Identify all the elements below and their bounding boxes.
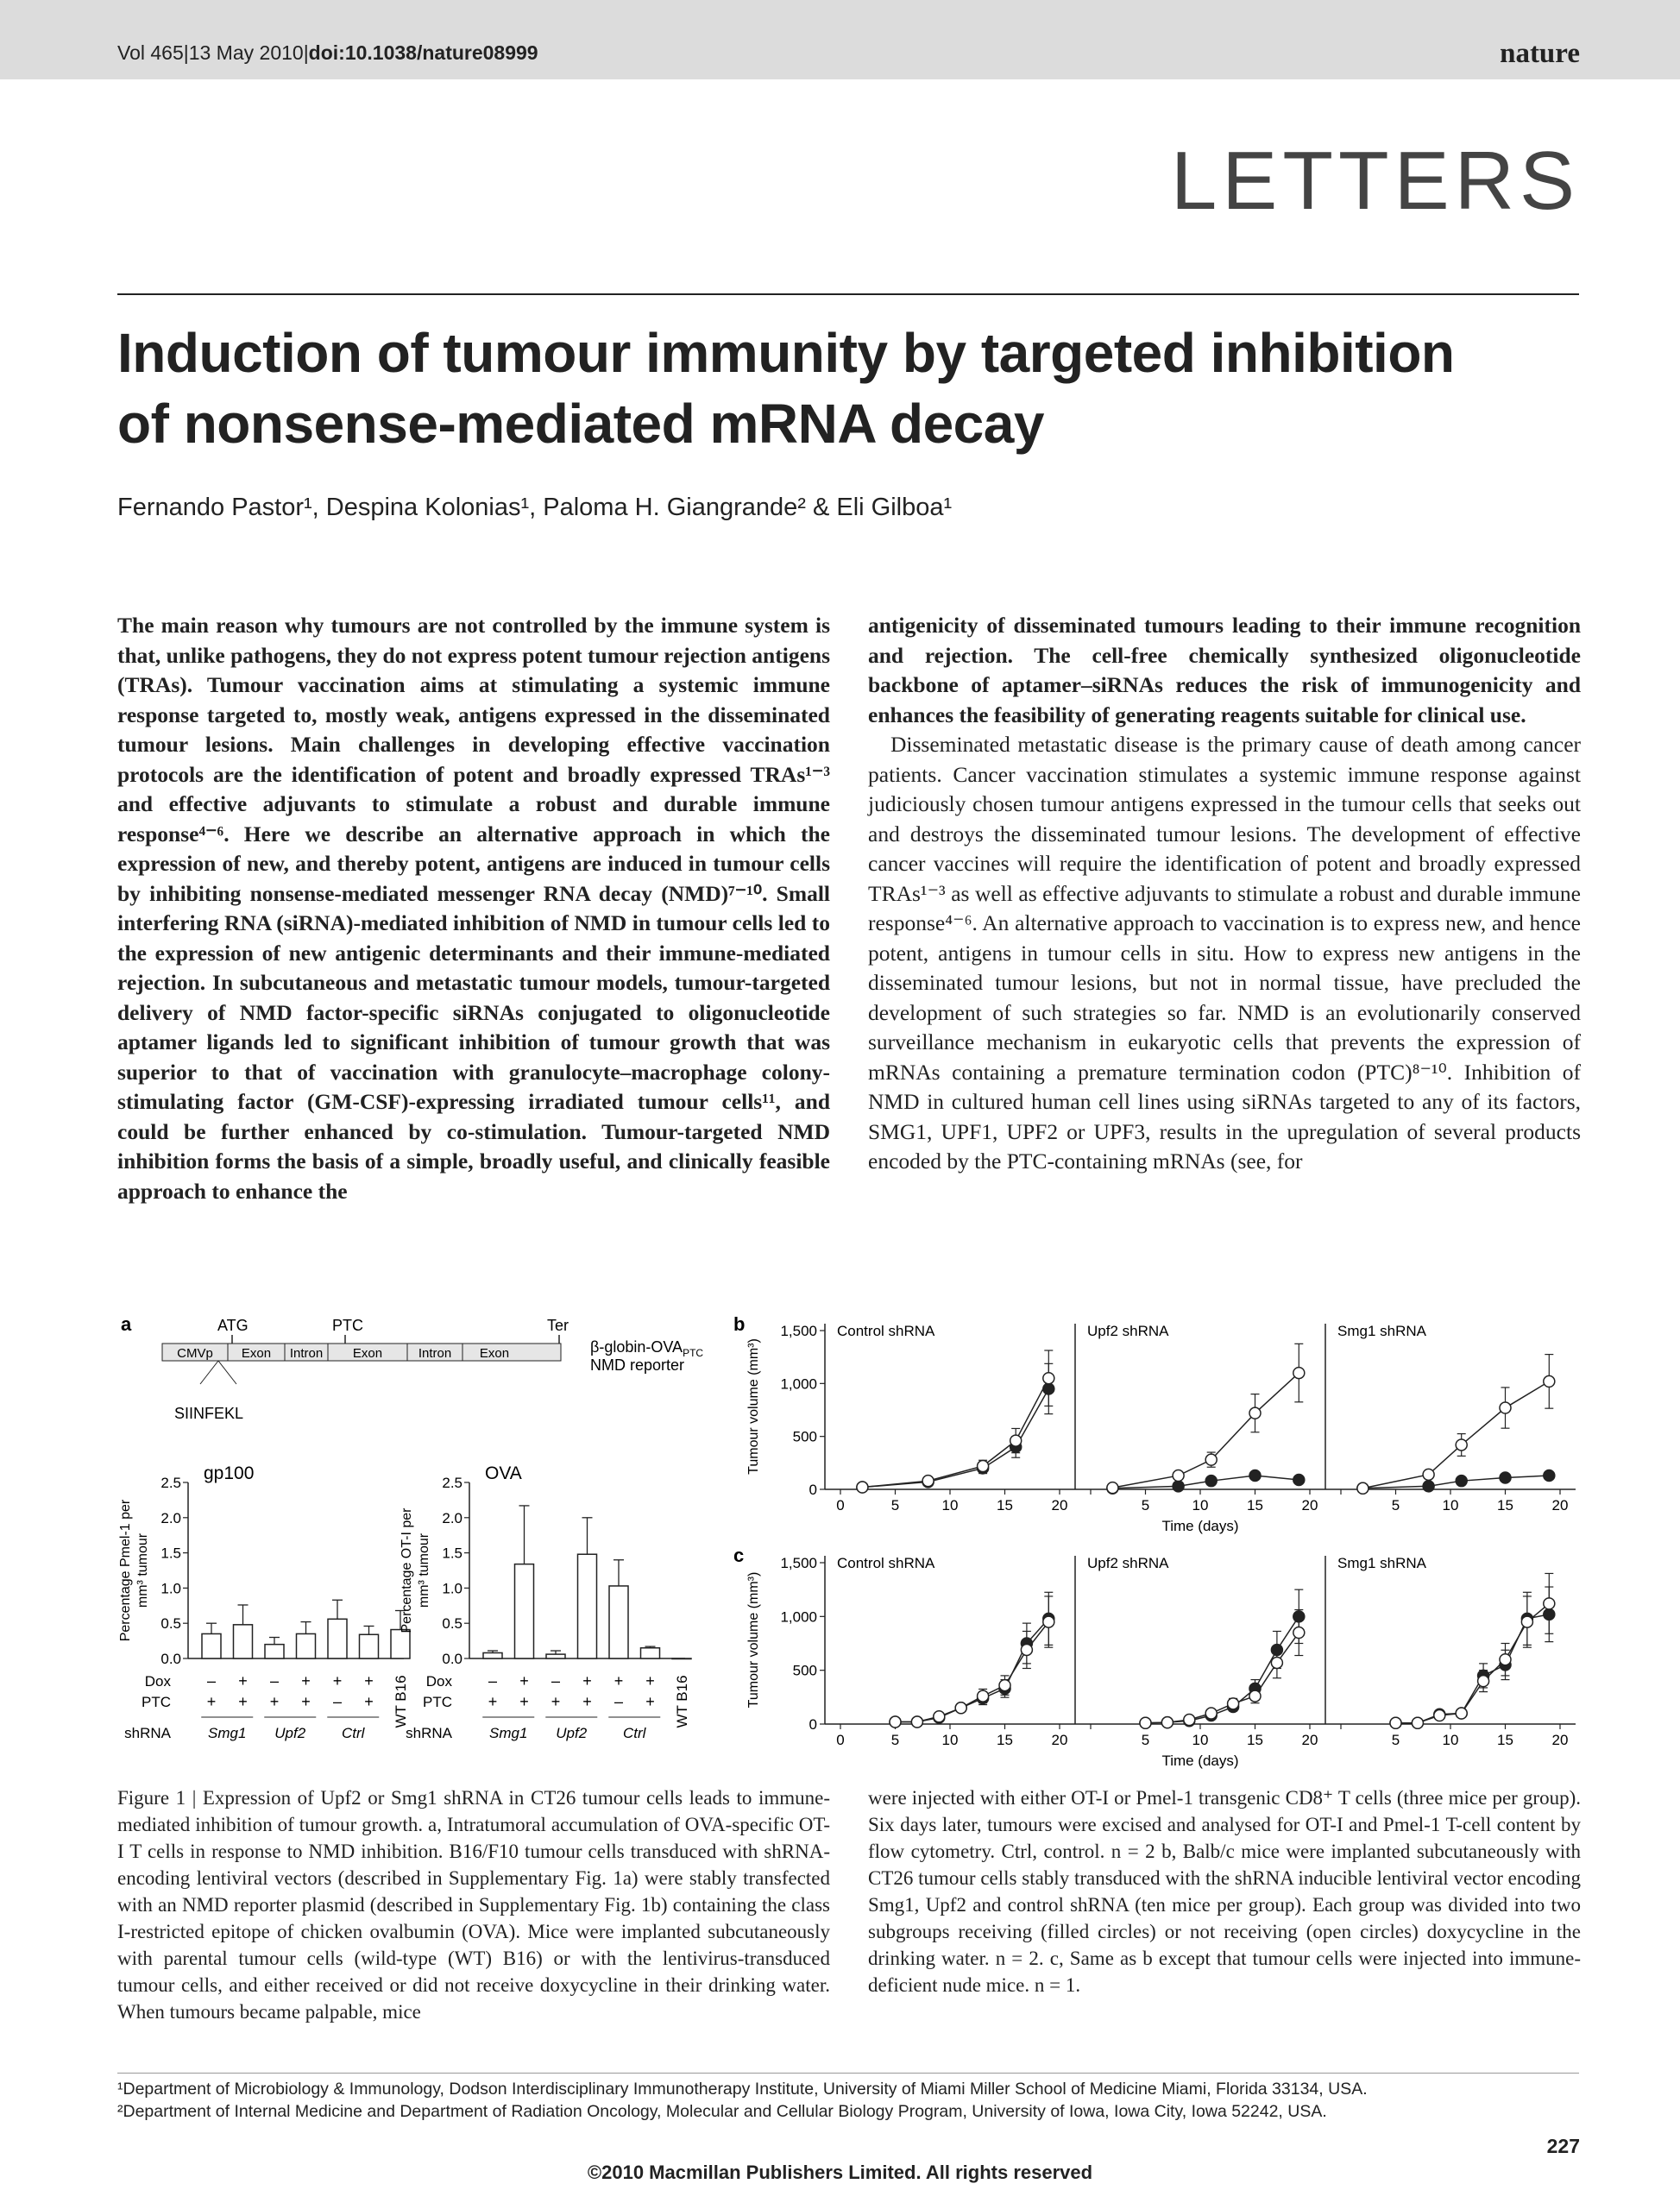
ptc-value: – xyxy=(613,1693,624,1710)
x-tick-label: 10 xyxy=(1442,1497,1459,1514)
y-tick-label: 0 xyxy=(809,1716,817,1733)
x-tick-label: 15 xyxy=(1497,1732,1513,1748)
x-tick-label: 10 xyxy=(941,1732,959,1748)
epitope-label: SIINFEKL xyxy=(173,1405,244,1422)
figure-caption-left: Figure 1 | Expression of Upf2 or Smg1 shRNA in CT26 tumour cells leads to immune-mediated inhibition of tumour growth. a, Intratumoral accumulation of OVA-specific OT-I T cells in response to NMD inhibition. B16/F10 tumour cells transduced with shRNA-encoding lentiviral vectors (described in Supplementary Fig. 1a) were stably transfected with an NMD reporter plasmid (described in Supplementary Fig. 1b) containing the class I-restricted epitope of chicken ovalbumin (OVA). Mice were implanted subcutaneously with parental tumour cells (wild-type (WT) B16) or with the lentivirus-transduced tumour cells, and either received or did not receive doxycycline in their drinking water. When tumours became palpable, mice xyxy=(117,1787,830,2023)
series-line-filled xyxy=(1146,1616,1299,1722)
x-tick-label: 15 xyxy=(997,1732,1013,1748)
nmd-reporter-construct xyxy=(162,1317,703,1422)
data-point-open xyxy=(1500,1654,1511,1665)
construct-segment: Exon xyxy=(241,1346,272,1361)
data-point-open xyxy=(911,1716,922,1728)
panel-title: Upf2 shRNA xyxy=(1087,1323,1169,1339)
dox-value: + xyxy=(613,1672,624,1690)
chart-title: OVA xyxy=(485,1463,522,1483)
bar xyxy=(360,1634,379,1658)
x-tick-label: 5 xyxy=(1391,1497,1400,1514)
body-paragraph: Disseminated metastatic disease is the primary cause of death among cancer patients. Cancer vaccination stimulates a systemic immune response against judiciously chosen tumour antigens expressed in the tumour cells that seeks out and destroys the disseminated tumour lesions. The development of effective cancer vaccines will require the identification of potent and broadly expressed TRAs¹⁻³ as well as effective adjuvants to stimulate a robust and durable immune response⁴⁻⁶. An alternative approach to vaccination is to express new, and hence potent, antigens in tumour cells in situ. How to express new antigens in the disseminated tumour lesions, but not in normal tissue, have precluded the development of such strategies so far. NMD is an evolutionarily conserved surveillance mechanism in eukaryotic cells that prevents the expression of mRNAs containing a premature termination codon (PTC)⁸⁻¹⁰. Inhibition of NMD in cultured human cell lines using siRNAs targeted to any of its factors, SMG1, UPF1, UPF2 or UPF3, results in the upregulation of several products encoded by the PTC-containing mRNAs (see, for xyxy=(868,732,1581,1174)
series-line-open xyxy=(896,1622,1049,1722)
group-label: Smg1 xyxy=(489,1725,528,1741)
series-line-open xyxy=(1362,1381,1549,1488)
dox-value: + xyxy=(301,1672,311,1690)
wt-b16-label: WT B16 xyxy=(393,1675,409,1728)
x-tick-label: 20 xyxy=(1051,1732,1068,1748)
data-point-open xyxy=(1390,1717,1401,1728)
dox-value: – xyxy=(269,1672,280,1690)
volume-issue: Vol 465|13 May 2010|doi:10.1038/nature08999 xyxy=(117,41,538,64)
y-tick-label: 1,000 xyxy=(780,1375,817,1393)
y-tick-label: 1.0 xyxy=(442,1580,462,1597)
data-point-open xyxy=(1249,1690,1261,1702)
data-point-open xyxy=(1021,1644,1032,1655)
growth-chart-c xyxy=(746,1555,1576,1769)
bar xyxy=(483,1652,502,1658)
data-point-open xyxy=(1249,1407,1261,1419)
panel-title: Upf2 shRNA xyxy=(1087,1555,1169,1571)
y-tick-label: 0.0 xyxy=(160,1651,181,1667)
data-point-open xyxy=(1107,1482,1118,1494)
ptc-value: + xyxy=(269,1693,280,1710)
bar xyxy=(328,1619,347,1658)
dox-value: + xyxy=(332,1672,343,1690)
x-tick-label: 5 xyxy=(890,1732,900,1748)
dox-row-label: Dox xyxy=(425,1673,452,1690)
y-axis-label: Tumour volume (mm³) xyxy=(746,1338,761,1475)
y-tick-label: 0.5 xyxy=(442,1615,462,1633)
page-number: 227 xyxy=(1546,2135,1580,2157)
group-label: Smg1 xyxy=(208,1725,247,1741)
panel-title: Control shRNA xyxy=(837,1555,935,1571)
data-point-open xyxy=(934,1711,945,1722)
ptc-value: + xyxy=(519,1693,529,1710)
shrna-row-label: shRNA xyxy=(124,1725,171,1741)
panel-bc-growth-curves xyxy=(746,1323,1576,1769)
y-tick-label: 1.5 xyxy=(160,1545,181,1562)
running-header xyxy=(0,0,1680,79)
dox-value: – xyxy=(206,1672,217,1690)
data-point-open xyxy=(978,1690,989,1702)
data-point-open xyxy=(1544,1598,1555,1609)
group-label: Upf2 xyxy=(274,1725,306,1741)
x-tick-label: 5 xyxy=(1141,1732,1150,1748)
author-list: Fernando Pastor¹, Despina Kolonias¹, Paloma H. Giangrande² & Eli Gilboa¹ xyxy=(117,494,953,521)
ptc-value: + xyxy=(364,1693,374,1710)
figure-1 xyxy=(117,1312,1601,1769)
data-point-open xyxy=(1184,1715,1195,1726)
article-title: Induction of tumour immunity by targeted inhibition of nonsense-mediated mRNA decay xyxy=(117,322,1455,455)
x-tick-label: 15 xyxy=(1247,1497,1263,1514)
x-tick-label: 15 xyxy=(1497,1497,1513,1514)
series-line-open xyxy=(1112,1373,1299,1488)
y-axis-label: mm³ tumour xyxy=(135,1532,150,1608)
data-point-open xyxy=(955,1702,966,1714)
data-point-filled xyxy=(1249,1470,1261,1482)
x-tick-label: 20 xyxy=(1051,1497,1068,1514)
dox-value: + xyxy=(582,1672,592,1690)
footnote-rule xyxy=(117,2073,1579,2074)
section-label: LETTERS xyxy=(1170,135,1580,227)
ptc-label: PTC xyxy=(332,1317,363,1334)
ptc-value: + xyxy=(238,1693,248,1710)
wt-b16-label: WT B16 xyxy=(674,1675,690,1728)
construct-segment: Intron xyxy=(418,1346,452,1361)
data-point-open xyxy=(1434,1710,1445,1721)
reporter-subtitle: NMD reporter xyxy=(590,1356,685,1374)
x-tick-label: 20 xyxy=(1301,1732,1318,1748)
dox-row-label: Dox xyxy=(144,1673,171,1690)
x-tick-label: 0 xyxy=(836,1732,845,1748)
y-axis-label: mm³ tumour xyxy=(417,1532,431,1608)
data-point-open xyxy=(1140,1717,1151,1728)
reporter-name: $\beta-globin-OVA_{PTC}$ xyxy=(590,1338,704,1359)
data-point-open xyxy=(1293,1627,1305,1639)
bar-chart-gp100 xyxy=(118,1463,410,1741)
abstract: The main reason why tumours are not controlled by the immune system is that, unlike pathogens, they do not express potent tumour rejection antigens (TRAs). Tumour vaccination aims at stimulating a systemic immune response targeted to, mostly weak, antigens expressed in the disseminated tumour lesions. Main challenges in developing effective vaccination protocols are the identification of potent and broadly expressed TRAs¹⁻³ and effective adjuvants to stimulate a robust and durable immune response⁴⁻⁶. Here we describe an alternative approach in which the expression of new, and thereby potent, antigens are induced in tumour cells by inhibiting nonsense-mediated messenger RNA decay (NMD)⁷⁻¹⁰. Small interfering RNA (siRNA)-mediated inhibition of NMD in tumour cells led to the expression of new antigenic determinants and their immune-mediated rejection. In subcutaneous and metastatic tumour models, tumour-targeted delivery of NMD factor-specific siRNAs conjugated to oligonucleotide aptamer ligands led to significant inhibition of tumour growth that was superior to that of vaccination with granulocyte–macrophage colony-stimulating factor (GM-CSF)-expressing irradiated tumour cells¹¹, and could be further enhanced by co-stimulation. Tumour-targeted NMD inhibition forms the basis of a simple, broadly useful, and clinically feasible approach to enhance the xyxy=(117,613,830,1204)
data-point-open xyxy=(890,1716,901,1728)
series-line-filled xyxy=(1396,1614,1550,1723)
affiliation-1: ¹Department of Microbiology & Immunology, Dodson Interdisciplinary Immunotherapy Institute, University of Miami Miller School of Medicine Miami, Florida 33134, USA. xyxy=(117,2080,1368,2099)
dox-value: – xyxy=(551,1672,561,1690)
data-point-open xyxy=(1456,1708,1467,1719)
x-tick-label: 0 xyxy=(836,1497,845,1514)
data-point-open xyxy=(1205,1708,1217,1719)
ptc-row-label: PTC xyxy=(423,1694,452,1710)
figure-caption-right: were injected with either OT-I or Pmel-1 transgenic CD8⁺ T cells (three mice per group). Six days later, tumours were excised and analysed for OT-I and Pmel-1 T-cell content by flow cytometry. Ctrl, control. n = 2 b, Balb/c mice were implanted subcutaneously with CT26 tumour cells stably transduced with the shRNA inducible lentiviral vector encoding Smg1, Upf2 and control shRNA (ten mice per group). Each group was divided into two subgroups receiving (filled circles) or not receiving (open circles) doxycycline in the drinking water. n = 2. c, Same as b except that tumour cells were injected into immune-deficient nude mice. n = 1. xyxy=(868,1787,1581,1996)
dox-value: + xyxy=(238,1672,248,1690)
abstract-continued: antigenicity of disseminated tumours leading to their immune recognition and rejection. The cell-free chemically synthesized oligonucleotide backbone of aptamer–siRNAs reduces the risk of immunogenicity and enhances the feasibility of generating reagents suitable for clinical use. xyxy=(868,613,1581,727)
ptc-value: + xyxy=(645,1693,655,1710)
bar xyxy=(265,1645,284,1658)
panel-a-label: a xyxy=(121,1313,132,1335)
data-point-open xyxy=(999,1680,1010,1691)
data-point-open xyxy=(1423,1469,1434,1480)
group-label: Upf2 xyxy=(556,1725,588,1741)
x-tick-label: 5 xyxy=(890,1497,900,1514)
data-point-open xyxy=(1271,1657,1282,1668)
y-tick-label: 1.0 xyxy=(160,1580,181,1597)
construct-segment: CMVp xyxy=(177,1346,213,1361)
y-tick-label: 2.0 xyxy=(160,1509,181,1526)
bar xyxy=(297,1633,316,1658)
bar xyxy=(391,1630,410,1658)
bar xyxy=(641,1648,660,1658)
x-tick-label: 20 xyxy=(1301,1497,1318,1514)
bar xyxy=(202,1633,221,1658)
shrna-row-label: shRNA xyxy=(406,1725,452,1741)
y-tick-label: 1,500 xyxy=(780,1555,817,1571)
ptc-row-label: PTC xyxy=(142,1694,171,1710)
right-column xyxy=(868,611,1581,1177)
series-line-filled xyxy=(896,1619,1049,1722)
data-point-open xyxy=(1357,1482,1369,1494)
construct-segment: Exon xyxy=(352,1346,383,1361)
panel-a-bar-charts xyxy=(118,1463,691,1741)
affiliation-2: ²Department of Internal Medicine and Department of Radiation Oncology, Molecular and Cellular Biology Program, University of Iowa, Iowa City, Iowa 52242, USA. xyxy=(117,2102,1327,2121)
panel-title: Smg1 shRNA xyxy=(1337,1555,1426,1571)
ptc-value: – xyxy=(332,1693,343,1710)
data-point-open xyxy=(978,1461,989,1472)
data-point-filled xyxy=(1205,1476,1217,1487)
data-point-filled xyxy=(1423,1481,1434,1492)
data-point-open xyxy=(1228,1698,1239,1709)
ter-label: Ter xyxy=(547,1317,569,1334)
doi[interactable]: doi:10.1038/nature08999 xyxy=(308,41,538,64)
ptc-value: + xyxy=(301,1693,311,1710)
x-tick-label: 10 xyxy=(1192,1497,1209,1514)
dox-value: + xyxy=(364,1672,374,1690)
y-tick-label: 2.5 xyxy=(442,1475,462,1491)
y-tick-label: 0.0 xyxy=(442,1651,462,1667)
group-label: Ctrl xyxy=(342,1725,365,1741)
data-point-open xyxy=(1412,1717,1423,1728)
data-point-open xyxy=(1161,1717,1173,1728)
x-axis-label: Time (days) xyxy=(1161,1753,1239,1769)
data-point-open xyxy=(1521,1616,1532,1627)
y-axis-label: Tumour volume (mm³) xyxy=(746,1571,761,1709)
y-tick-label: 1,000 xyxy=(780,1608,817,1626)
data-point-open xyxy=(1544,1375,1555,1387)
data-point-open xyxy=(1456,1439,1467,1451)
data-point-open xyxy=(1010,1435,1022,1446)
bar xyxy=(234,1625,253,1658)
y-tick-label: 500 xyxy=(792,1428,817,1445)
y-tick-label: 2.0 xyxy=(442,1509,462,1526)
growth-chart-b xyxy=(746,1323,1576,1534)
x-tick-label: 5 xyxy=(1391,1732,1400,1748)
x-tick-label: 20 xyxy=(1551,1732,1569,1748)
data-point-open xyxy=(1173,1470,1184,1482)
ptc-value: + xyxy=(551,1693,561,1710)
panel-b-label: b xyxy=(733,1313,746,1335)
ptc-value: + xyxy=(488,1693,498,1710)
dox-value: – xyxy=(488,1672,498,1690)
panel-c-label: c xyxy=(733,1545,745,1566)
y-tick-label: 500 xyxy=(792,1662,817,1679)
dox-value: + xyxy=(519,1672,529,1690)
bar xyxy=(672,1658,691,1659)
title-rule xyxy=(117,293,1579,295)
data-point-open xyxy=(1293,1368,1305,1379)
x-tick-label: 15 xyxy=(1247,1732,1263,1748)
data-point-open xyxy=(1205,1454,1217,1465)
y-tick-label: 1,500 xyxy=(780,1323,817,1339)
data-point-open xyxy=(1043,1373,1054,1384)
x-tick-label: 5 xyxy=(1141,1497,1150,1514)
data-point-filled xyxy=(1500,1472,1511,1483)
y-axis-label: Percentage OT-I per xyxy=(400,1507,414,1633)
chart-title: gp100 xyxy=(204,1463,255,1483)
ptc-value: + xyxy=(582,1693,592,1710)
copyright-notice: ©2010 Macmillan Publishers Limited. All rights reserved xyxy=(587,2162,1093,2183)
data-point-filled xyxy=(1293,1474,1305,1485)
dox-value: + xyxy=(645,1672,655,1690)
data-point-open xyxy=(857,1482,868,1493)
data-point-open xyxy=(1478,1676,1489,1687)
data-point-open xyxy=(1043,1616,1054,1627)
ptc-value: + xyxy=(206,1693,217,1710)
y-tick-label: 0.5 xyxy=(160,1615,181,1633)
data-point-open xyxy=(1500,1402,1511,1413)
bar xyxy=(578,1554,597,1658)
group-label: Ctrl xyxy=(623,1725,646,1741)
y-axis-label: Percentage Pmel-1 per xyxy=(118,1499,133,1642)
x-tick-label: 10 xyxy=(1442,1732,1459,1748)
data-point-open xyxy=(922,1476,934,1487)
y-tick-label: 1.5 xyxy=(442,1545,462,1562)
data-point-filled xyxy=(1544,1470,1555,1482)
series-line-open xyxy=(862,1378,1048,1487)
x-axis-label: Time (days) xyxy=(1161,1518,1239,1534)
construct-segment: Exon xyxy=(479,1346,510,1361)
x-tick-label: 10 xyxy=(941,1497,959,1514)
construct-segment: Intron xyxy=(289,1346,324,1361)
panel-title: Control shRNA xyxy=(837,1323,935,1339)
x-tick-label: 10 xyxy=(1192,1732,1209,1748)
x-tick-label: 15 xyxy=(997,1497,1013,1514)
data-point-filled xyxy=(1173,1481,1184,1492)
panel-title: Smg1 shRNA xyxy=(1337,1323,1426,1339)
journal-name: nature xyxy=(1500,38,1580,69)
data-point-filled xyxy=(1456,1476,1467,1487)
bar-chart-ova xyxy=(400,1463,691,1741)
bar xyxy=(609,1586,628,1658)
x-tick-label: 20 xyxy=(1551,1497,1569,1514)
y-tick-label: 0 xyxy=(809,1482,817,1498)
bar xyxy=(515,1564,534,1658)
atg-label: ATG xyxy=(217,1317,249,1334)
y-tick-label: 2.5 xyxy=(160,1475,181,1491)
bar xyxy=(546,1654,565,1658)
